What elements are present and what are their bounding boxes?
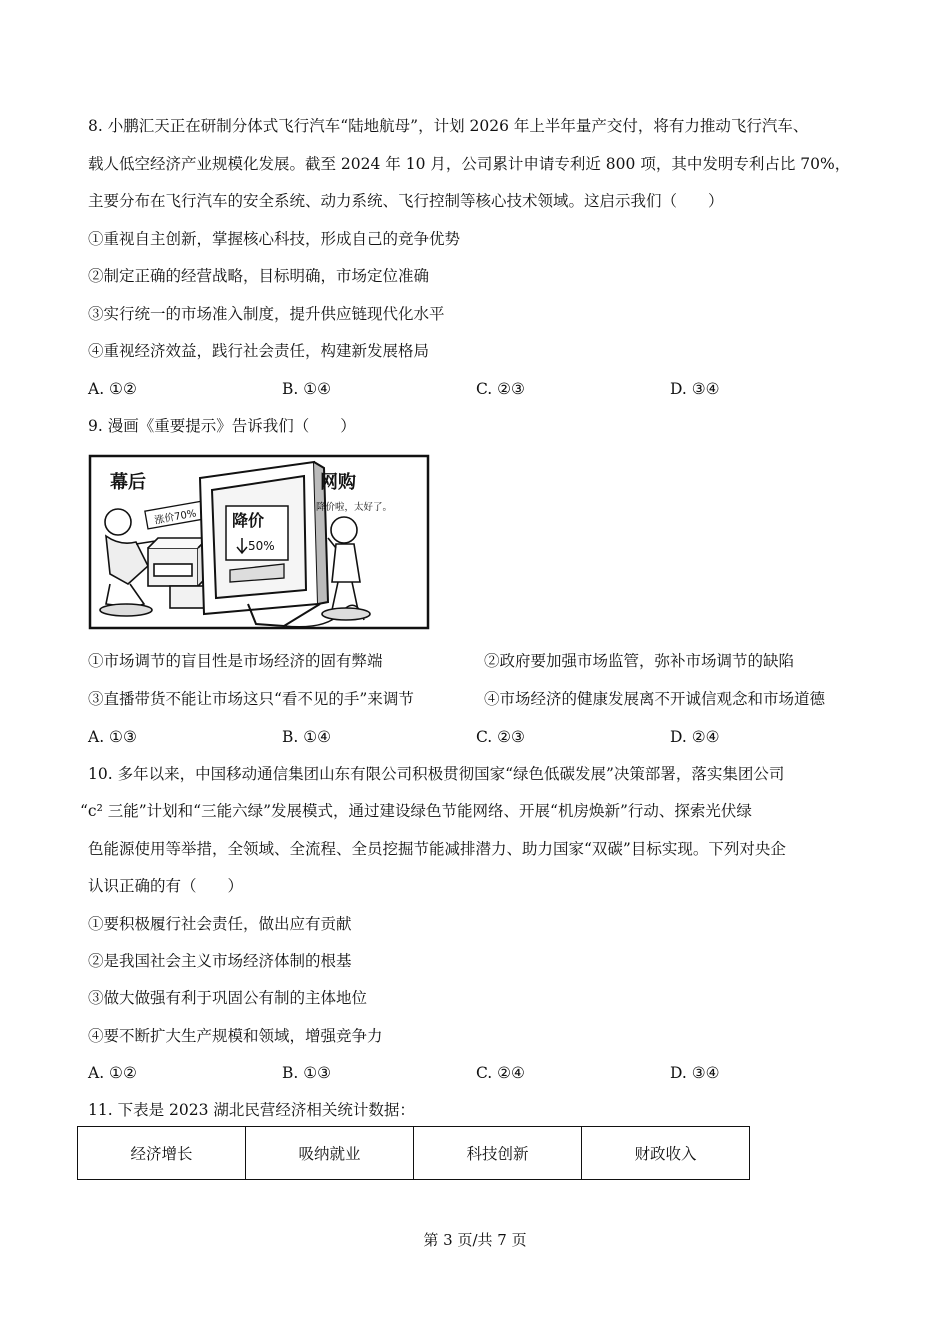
q9-cartoon-image (88, 454, 430, 630)
q8-item-1: ①重视自主创新，掌握核心科技，形成自己的竞争优势 (88, 230, 461, 248)
q10-stem-line-4: 认识正确的有（ ） (88, 877, 244, 895)
q8-options (88, 379, 868, 399)
q8-stem-line-3: 主要分布在飞行汽车的安全系统、动力系统、飞行控制等核心技术领域。这启示我们（ ） (88, 192, 724, 210)
page-footer: 第 3 页/共 7 页 (423, 1231, 527, 1249)
table-header-innovation: 科技创新 (414, 1127, 582, 1180)
q8-stem-line-1: 8. 小鹏汇天正在研制分体式飞行汽车“陆地航母”，计划 2026 年上半年量产交付，将有力推动飞行汽车、 (88, 117, 809, 135)
q10-item-2: ②是我国社会主义市场经济体制的根基 (88, 952, 352, 970)
q9-item-3: ③直播带货不能让市场这只“看不见的手”来调节 (88, 690, 414, 708)
q11-stem: 11. 下表是 2023 湖北民营经济相关统计数据： (88, 1101, 415, 1119)
q11-stats-table (77, 1126, 750, 1180)
cartoon-right-title: 网购 (320, 472, 356, 493)
q10-options (88, 1063, 868, 1083)
q9-item-1: ①市场调节的盲目性是市场经济的固有弊端 (88, 652, 383, 670)
table-header-economic-growth: 经济增长 (78, 1127, 246, 1180)
q9-option-c[interactable]: C. ②③ (476, 728, 525, 746)
table-header-fiscal-revenue: 财政收入 (582, 1127, 750, 1180)
cartoon-speech-text: 降价啦，太好了。 (316, 502, 393, 513)
cartoon-screen-title: 降价 (232, 511, 265, 530)
q9-item-2: ②政府要加强市场监管，弥补市场调节的缺陷 (484, 652, 795, 670)
q10-stem-line-1: 10. 多年以来，中国移动通信集团山东有限公司积极贯彻国家“绿色低碳发展”决策部署，落实集团公司 (88, 765, 785, 783)
cartoon-sign-small-text: 涨价70% (153, 508, 198, 527)
cartoon-left-title: 幕后 (110, 472, 146, 493)
q10-option-c[interactable]: C. ②④ (476, 1064, 525, 1082)
q10-option-d[interactable]: D. ③④ (670, 1064, 720, 1082)
q10-item-4: ④要不断扩大生产规模和领域，增强竞争力 (88, 1027, 383, 1045)
q8-option-b[interactable]: B. ①④ (282, 380, 332, 398)
q10-stem-line-3: 色能源使用等举措，全领域、全流程、全员挖掘节能减排潜力、助力国家“双碳”目标实现。下列对央企 (88, 840, 786, 858)
q9-items-row-2 (88, 689, 888, 709)
q9-option-b[interactable]: B. ①④ (282, 728, 332, 746)
q9-option-a[interactable]: A. ①③ (88, 728, 137, 746)
q8-item-4: ④重视经济效益，践行社会责任，构建新发展格局 (88, 342, 430, 360)
q10-option-a[interactable]: A. ①② (88, 1064, 137, 1082)
table-header-row (78, 1127, 750, 1180)
q9-item-4: ④市场经济的健康发展离不开诚信观念和市场道德 (484, 690, 826, 708)
q9-stem: 9. 漫画《重要提示》告诉我们（ ） (88, 417, 356, 435)
q8-option-c[interactable]: C. ②③ (476, 380, 525, 398)
q10-option-b[interactable]: B. ①③ (282, 1064, 332, 1082)
cartoon-screen-percent: 50% (248, 539, 275, 553)
q8-stem-line-2: 载人低空经济产业规模化发展。截至 2024 年 10 月，公司累计申请专利近 800 项，其中发明专利占比 70%， (88, 155, 851, 173)
q10-item-1: ①要积极履行社会责任，做出应有贡献 (88, 915, 352, 933)
q9-items-row-1 (88, 651, 888, 671)
q8-item-2: ②制定正确的经营战略，目标明确，市场定位准确 (88, 267, 430, 285)
q9-options (88, 727, 868, 747)
q9-option-d[interactable]: D. ②④ (670, 728, 720, 746)
q8-option-d[interactable]: D. ③④ (670, 380, 720, 398)
q10-stem-line-2: “c² 三能”计划和“三能六绿”发展模式，通过建设绿色节能网络、开展“机房焕新”行动、探索光伏绿 (80, 802, 752, 820)
q10-item-3: ③做大做强有利于巩固公有制的主体地位 (88, 989, 368, 1007)
table-header-employment: 吸纳就业 (246, 1127, 414, 1180)
q8-option-a[interactable]: A. ①② (88, 380, 137, 398)
q8-item-3: ③实行统一的市场准入制度，提升供应链现代化水平 (88, 305, 445, 323)
